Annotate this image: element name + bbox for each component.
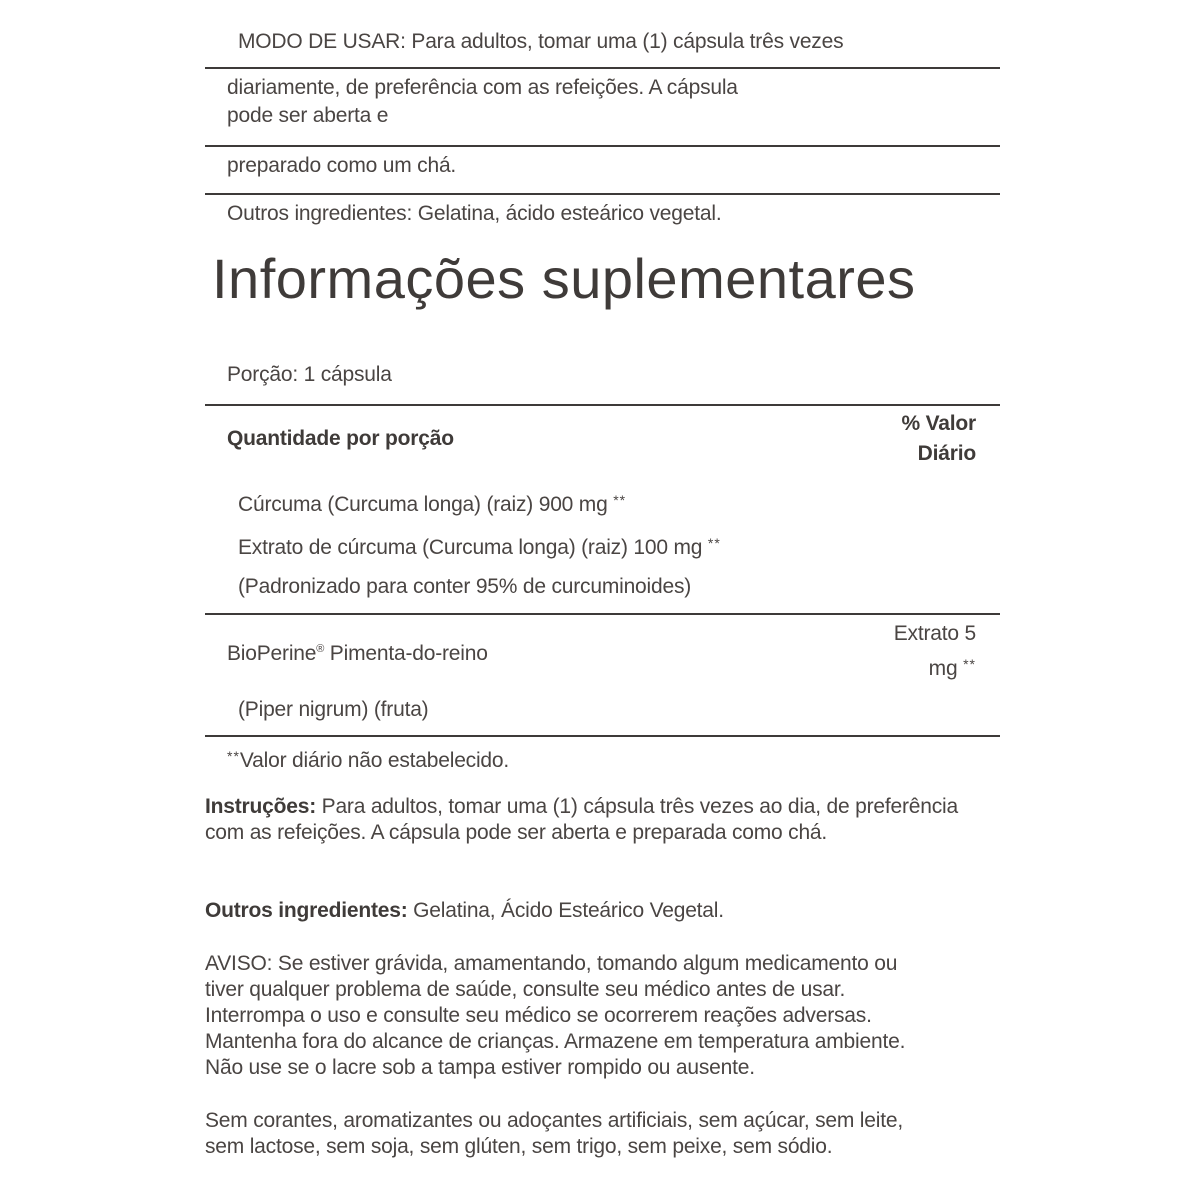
other-ingredients-label: Outros ingredientes: — [205, 899, 408, 922]
divider — [205, 193, 1000, 195]
bioperine-botanical: (Piper nigrum) (fruta) — [238, 698, 429, 721]
free-from-line: Sem corantes, aromatizantes ou adoçantes artificiais, sem açúcar, sem leite, — [205, 1109, 903, 1132]
section-title: Informações suplementares — [212, 247, 916, 310]
other-ingredients-text: Gelatina, Ácido Esteárico Vegetal. — [407, 899, 724, 922]
ingredient-bioperine — [227, 635, 488, 668]
bioperine-value-line-2 — [929, 650, 976, 683]
registered-mark: ® — [316, 643, 325, 655]
serving-size: Porção: 1 cápsula — [227, 363, 392, 386]
warning-line: Mantenha fora do alcance de crianças. Armazene em temperatura ambiente. — [205, 1030, 906, 1053]
daily-value-footnote — [227, 742, 509, 775]
bioperine-description: Pimenta-do-reino — [324, 642, 488, 665]
footnote-marker: ** — [707, 535, 721, 551]
footnote-marker: ** — [613, 492, 627, 508]
divider — [205, 613, 1000, 615]
divider — [205, 404, 1000, 406]
usage-row-2-line-2: pode ser aberta e — [227, 104, 389, 127]
daily-value-footnote-text: Valor diário não estabelecido. — [239, 749, 510, 772]
ingredient-curcuma-extract-text: Extrato de cúrcuma (Curcuma longa) (raiz) 100 mg — [238, 536, 703, 559]
usage-row-3: preparado como um chá. — [227, 154, 457, 177]
warning-line: Não use se o lacre sob a tampa estiver rompido ou ausente. — [205, 1056, 755, 1079]
divider — [205, 145, 1000, 147]
daily-value-header-line-1: % Valor — [901, 412, 976, 435]
ingredient-curcuma-text: Cúrcuma (Curcuma longa) (raiz) 900 mg — [238, 493, 608, 516]
bioperine-name: BioPerine — [227, 642, 317, 665]
warning-line: AVISO: Se estiver grávida, amamentando, tomando algum medicamento ou — [205, 952, 898, 975]
footnote-marker: ** — [227, 748, 240, 764]
usage-row-2-line-1: diariamente, de preferência com as refeições. A cápsula — [227, 76, 738, 99]
ingredient-standardization-note: (Padronizado para conter 95% de curcuminoides) — [238, 575, 692, 598]
usage-row-1: MODO DE USAR: Para adultos, tomar uma (1) cápsula três vezes — [238, 30, 844, 53]
instructions-text: Para adultos, tomar uma (1) cápsula três vezes ao dia, de preferência com as refeições. A cápsula pode ser aberta e preparada como chá. — [205, 795, 959, 844]
divider — [205, 67, 1000, 69]
other-ingredients-paragraph — [205, 898, 1005, 924]
bioperine-value-unit: mg — [928, 657, 958, 680]
footnote-marker: ** — [963, 656, 976, 672]
ingredient-curcuma — [238, 486, 626, 519]
divider — [205, 735, 1000, 737]
bioperine-value-line-1: Extrato 5 — [893, 622, 976, 645]
daily-value-header-line-2: Diário — [917, 442, 976, 465]
warning-line: tiver qualquer problema de saúde, consulte seu médico antes de usar. — [205, 978, 846, 1001]
instructions-label: Instruções: — [205, 795, 316, 818]
usage-row-4: Outros ingredientes: Gelatina, ácido esteárico vegetal. — [227, 202, 722, 225]
ingredient-curcuma-extract — [238, 529, 721, 562]
warning-line: Interrompa o uso e consulte seu médico se ocorrerem reações adversas. — [205, 1004, 872, 1027]
amount-per-serving-header: Quantidade por porção — [227, 427, 454, 450]
warning-paragraph — [205, 951, 1005, 1081]
free-from-line: sem lactose, sem soja, sem glúten, sem trigo, sem peixe, sem sódio. — [205, 1135, 833, 1158]
instructions-paragraph — [205, 794, 995, 846]
free-from-paragraph — [205, 1108, 1005, 1160]
